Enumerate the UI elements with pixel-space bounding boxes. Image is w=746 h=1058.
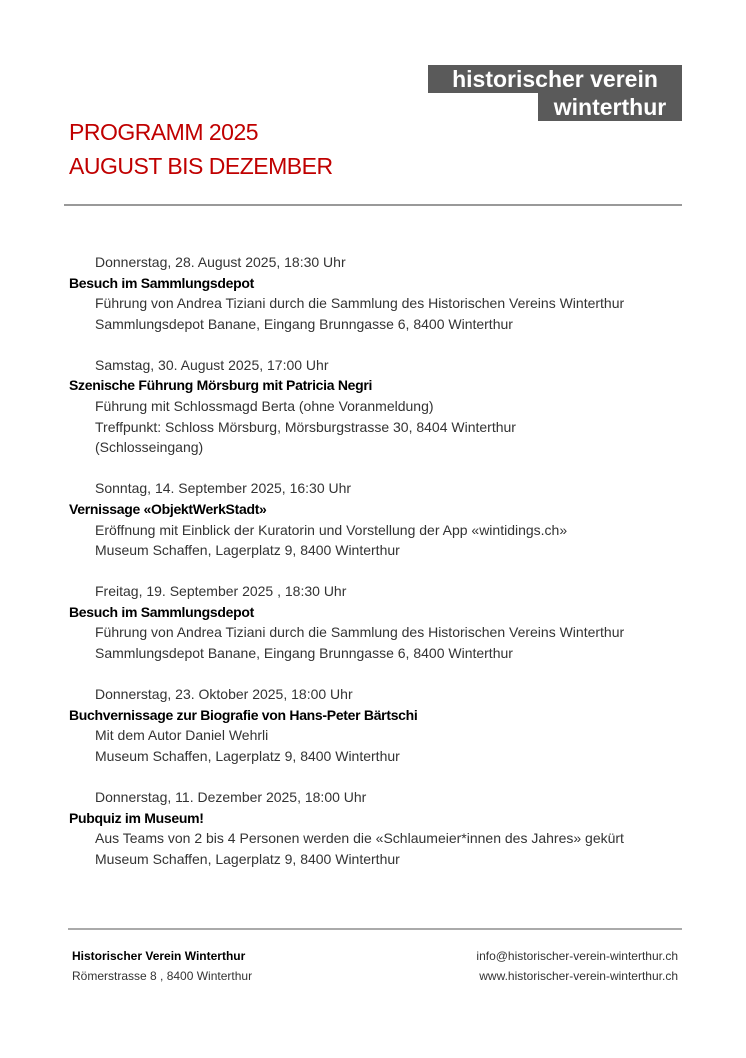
event-title: Pubquiz im Museum! [69, 809, 204, 826]
event-detail: Treffpunkt: Schloss Mörsburg, Mörsburgstrasse 30, 8404 Winterthur [95, 418, 516, 435]
event-detail: Führung mit Schlossmagd Berta (ohne Voranmeldung) [95, 398, 434, 415]
footer-address: Römerstrasse 8 , 8400 Winterthur [72, 969, 253, 983]
footer-right [476, 946, 678, 986]
event-detail: Museum Schaffen, Lagerplatz 9, 8400 Winterthur [95, 747, 400, 764]
event-detail: Führung von Andrea Tiziani durch die Sammlung des Historischen Vereins Winterthur [95, 624, 625, 641]
event-title: Szenische Führung Mörsburg mit Patricia Negri [69, 377, 373, 394]
event-detail: Sammlungsdepot Banane, Eingang Brunngasse 6, 8400 Winterthur [95, 645, 513, 661]
event-detail: Museum Schaffen, Lagerplatz 9, 8400 Winterthur [95, 542, 400, 559]
event-detail: Mit dem Autor Daniel Wehrli [95, 727, 269, 744]
logo-line-1: historischer verein [428, 65, 682, 93]
event-title: Besuch im Sammlungsdepot [69, 274, 254, 291]
footer-email[interactable]: info@historischer-verein-winterthur.ch [476, 949, 678, 963]
event-detail: Eröffnung mit Einblick der Kuratorin und Vorstellung der App «wintidings.ch» [95, 521, 568, 538]
footer-org: Historischer Verein Winterthur [72, 949, 246, 963]
footer-website[interactable]: www.historischer-verein-winterthur.ch [479, 969, 678, 983]
header-divider [64, 204, 682, 206]
event-item [69, 581, 709, 663]
page-title: PROGRAMM 2025 [69, 119, 259, 145]
event-date: Freitag, 19. September 2025 , 18:30 Uhr [95, 583, 347, 600]
event-detail: Führung von Andrea Tiziani durch die Sammlung des Historischen Vereins Winterthur [95, 295, 625, 312]
event-date: Samstag, 30. August 2025, 17:00 Uhr [95, 356, 329, 373]
footer-left [72, 946, 252, 986]
event-detail: (Schlosseingang) [95, 439, 204, 456]
event-item [69, 355, 709, 458]
event-item [69, 478, 709, 560]
event-date: Donnerstag, 28. August 2025, 18:30 Uhr [95, 254, 346, 270]
event-title: Besuch im Sammlungsdepot [69, 603, 254, 620]
page-subtitle: AUGUST BIS DEZEMBER [69, 153, 333, 179]
event-title: Buchvernissage zur Biografie von Hans-Peter Bärtschi [69, 706, 418, 723]
event-list [69, 252, 709, 890]
logo-line-2: winterthur [538, 93, 682, 121]
event-date: Donnerstag, 11. Dezember 2025, 18:00 Uhr [95, 788, 367, 805]
event-detail: Sammlungsdepot Banane, Eingang Brunngasse 6, 8400 Winterthur [95, 315, 513, 332]
event-item [69, 252, 709, 334]
event-date: Sonntag, 14. September 2025, 16:30 Uhr [95, 480, 352, 497]
event-detail: Aus Teams von 2 bis 4 Personen werden die «Schlaumeier*innen des Jahres» gekürt [95, 830, 624, 847]
event-detail: Museum Schaffen, Lagerplatz 9, 8400 Winterthur [95, 850, 400, 867]
event-title: Vernissage «ObjektWerkStadt» [69, 500, 267, 517]
event-date: Donnerstag, 23. Oktober 2025, 18:00 Uhr [95, 686, 353, 703]
footer-divider [68, 928, 682, 930]
event-item [69, 684, 709, 766]
event-item [69, 787, 709, 869]
